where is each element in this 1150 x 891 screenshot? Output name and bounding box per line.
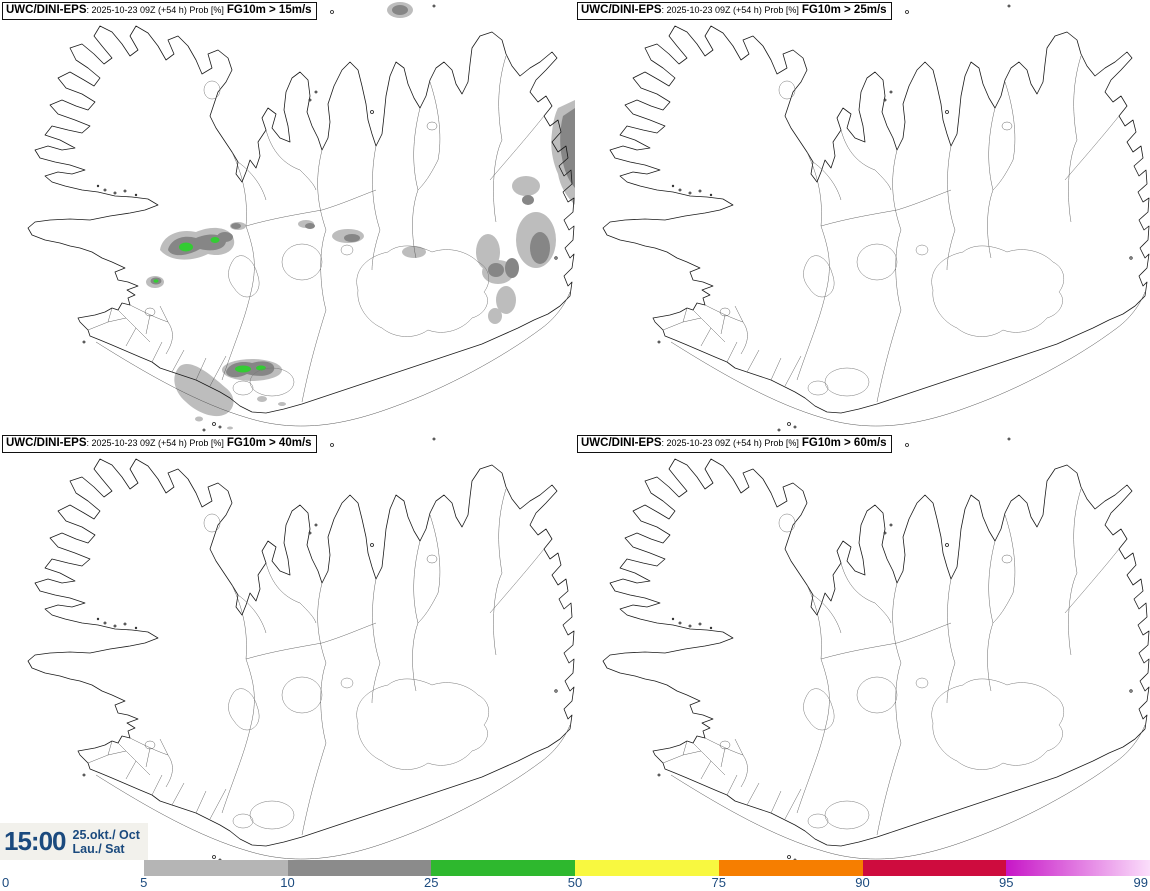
iceland-map-fg40 <box>0 433 575 866</box>
colorbar-segment <box>719 860 863 876</box>
colorbar-tick: 0 <box>2 875 10 890</box>
panel-title-fg40 <box>2 435 317 453</box>
timestamp-box <box>0 823 148 860</box>
colorbar-tick: 25 <box>424 875 439 890</box>
run-info: : 2025-10-23 09Z (+54 h) Prob [%] <box>661 5 799 15</box>
map-panel-fg25 <box>575 0 1150 433</box>
colorbar-segment <box>288 860 432 876</box>
threshold-label: FG10m > 15m/s <box>226 4 312 16</box>
colorbar-tick: 75 <box>711 875 726 890</box>
valid-date-label <box>73 828 140 856</box>
date-line-2: Lau./ Sat <box>72 841 125 856</box>
map-panel-fg15 <box>0 0 575 433</box>
colorbar-tick: 90 <box>855 875 870 890</box>
colorbar-segment <box>144 860 288 876</box>
iceland-map-fg25 <box>575 0 1150 433</box>
threshold-label: FG10m > 25m/s <box>801 4 887 16</box>
colorbar-tick: 95 <box>999 875 1014 890</box>
colorbar-segment <box>431 860 575 876</box>
iceland-map-fg15 <box>0 0 575 433</box>
colorbar-tick-labels <box>0 875 1150 891</box>
map-panel-fg40 <box>0 433 575 866</box>
probability-colorbar <box>0 860 1150 876</box>
run-info: : 2025-10-23 09Z (+54 h) Prob [%] <box>86 438 224 448</box>
colorbar-tick: 5 <box>140 875 148 890</box>
colorbar-tick: 10 <box>280 875 295 890</box>
colorbar-segment <box>0 860 144 876</box>
model-label: UWC/DINI-EPS <box>581 437 662 449</box>
colorbar-segment <box>1006 860 1150 876</box>
colorbar-segment <box>575 860 719 876</box>
run-info: : 2025-10-23 09Z (+54 h) Prob [%] <box>86 5 224 15</box>
run-info: : 2025-10-23 09Z (+54 h) Prob [%] <box>661 438 799 448</box>
threshold-label: FG10m > 40m/s <box>226 437 312 449</box>
colorbar-tick: 50 <box>567 875 583 890</box>
iceland-map-fg60 <box>575 433 1150 866</box>
model-label: UWC/DINI-EPS <box>581 4 662 16</box>
colorbar-segment <box>863 860 1007 876</box>
colorbar-tick: 99 <box>1133 875 1148 890</box>
map-panel-fg60 <box>575 433 1150 866</box>
valid-time-label: 15:00 <box>4 826 66 856</box>
model-label: UWC/DINI-EPS <box>6 4 87 16</box>
panel-title-fg25 <box>577 2 892 20</box>
panel-title-fg15 <box>2 2 317 20</box>
threshold-label: FG10m > 60m/s <box>801 437 887 449</box>
panel-title-fg60 <box>577 435 892 453</box>
date-line-1: 25.okt./ Oct <box>72 827 140 842</box>
model-label: UWC/DINI-EPS <box>6 437 87 449</box>
